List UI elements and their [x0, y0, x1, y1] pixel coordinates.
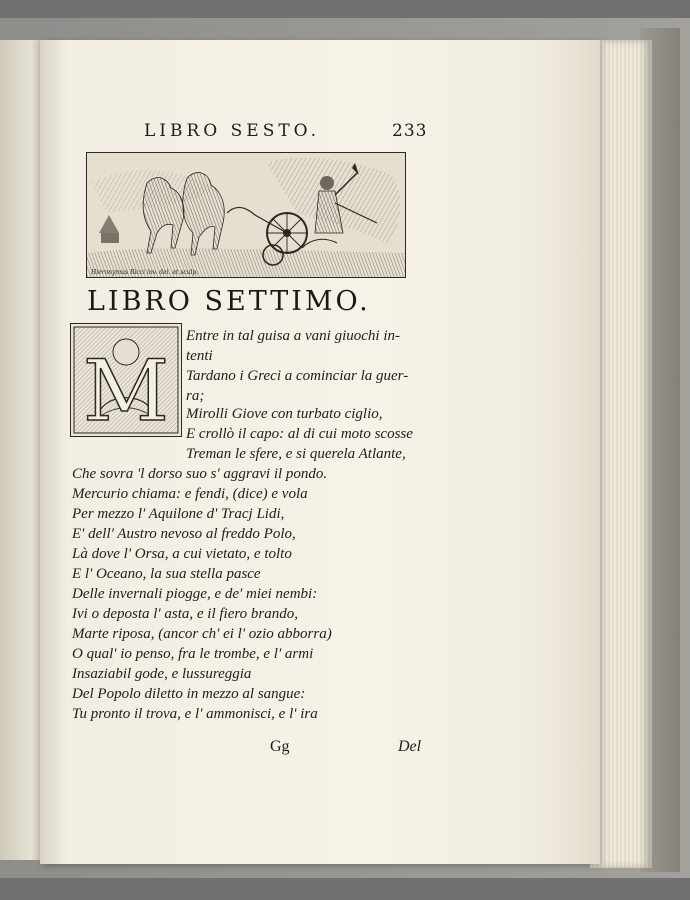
catchword: Del: [398, 738, 422, 755]
verse-line: Treman le sfere, e si querela Atlante,: [186, 446, 406, 462]
verse-line: Tardano i Greci a cominciar la guer-: [186, 368, 409, 384]
verse-line: Mercurio chiama: e fendi, (dice) e vola: [72, 486, 308, 502]
verse-line: Per mezzo l' Aquilone d' Tracj Lidi,: [72, 506, 285, 522]
verse-line: Del Popolo diletto in mezzo al sangue:: [72, 686, 306, 702]
verse-line: ra;: [186, 388, 205, 404]
engraver-credit: Hieronymus Ricci inv. del. et sculp.: [91, 269, 199, 276]
verse-line: E l' Oceano, la sua stella pasce: [72, 566, 261, 582]
verse-line: Tu pronto il trova, e l' ammonisci, e l' ira: [72, 706, 318, 722]
verse-line: Ivi o deposta l' asta, e il fiero brando,: [72, 606, 298, 622]
verse-line: Là dove l' Orsa, a cui vietato, e tolto: [72, 546, 292, 562]
signature-mark: Gg: [270, 738, 290, 755]
verse-line: tenti: [186, 348, 213, 364]
verse-line: Marte riposa, (ancor ch' ei l' ozio abborra): [72, 626, 332, 642]
verse-line: E' dell' Austro nevoso al freddo Polo,: [72, 526, 296, 542]
running-head-title: LIBRO SESTO.: [144, 121, 321, 141]
verse-line: Entre in tal guisa a vani giuochi in-: [186, 328, 401, 344]
chapter-title: LIBRO SETTIMO.: [87, 286, 371, 317]
verse-line: O qual' io penso, fra le trombe, e l' armi: [72, 646, 314, 662]
verse-line: Insaziabil gode, e lussureggia: [72, 666, 252, 682]
verse-line: Mirolli Giove con turbato ciglio,: [186, 406, 383, 422]
page-number: 233: [392, 121, 428, 141]
drop-cap-letter: M: [82, 342, 170, 436]
verse-line: E crollò il capo: al di cui moto scosse: [186, 426, 413, 442]
verse-line: Delle invernali piogge, e de' miei nembi:: [72, 586, 318, 602]
verse-line: Che sovra 'l dorso suo s' aggravi il pondo.: [72, 466, 328, 482]
